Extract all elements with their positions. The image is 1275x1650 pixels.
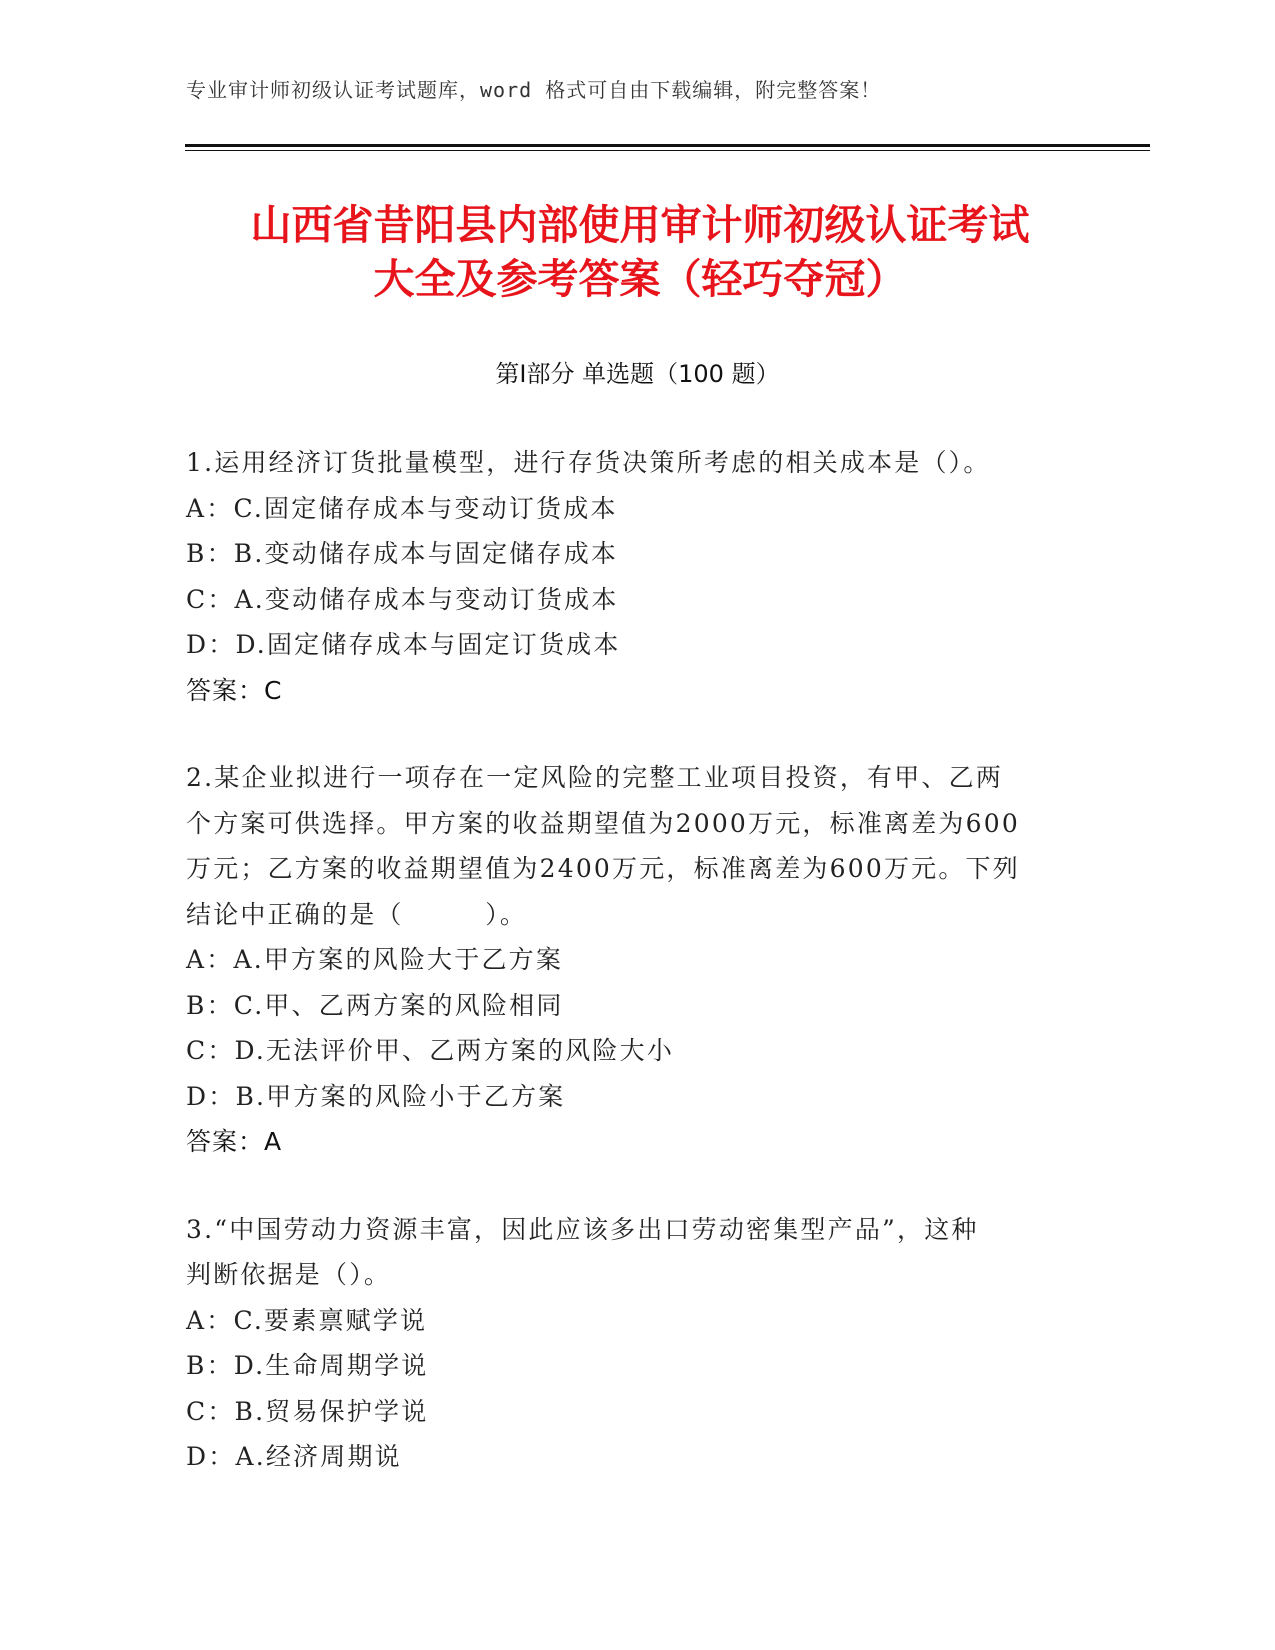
option-c: C：B.贸易保护学说 bbox=[186, 1396, 429, 1426]
question-stem-line: 万元；乙方案的收益期望值为2400万元，标准离差为600万元。下列 bbox=[186, 854, 1020, 883]
question-stem-line: 1.运用经济订货批量模型，进行存货决策所考虑的相关成本是（）。 bbox=[186, 448, 991, 477]
header-rule-thin bbox=[185, 150, 1150, 151]
option-a: A：A.甲方案的风险大于乙方案 bbox=[186, 945, 564, 974]
answer: 答案：C bbox=[186, 675, 283, 705]
document-title-line-1: 山西省昔阳县内部使用审计师初级认证考试 bbox=[250, 201, 1030, 249]
question-3 bbox=[186, 1207, 1066, 1480]
document-title-line-2: 大全及参考答案（轻巧夺冠） bbox=[373, 255, 907, 303]
question-1 bbox=[186, 440, 1066, 713]
option-a: A：C.要素禀赋学说 bbox=[186, 1305, 428, 1335]
option-c: C：A.变动储存成本与变动订货成本 bbox=[186, 584, 619, 614]
option-d: D：D.固定储存成本与固定订货成本 bbox=[186, 630, 621, 659]
option-d: D：A.经济周期说 bbox=[186, 1442, 402, 1471]
option-b: B：C.甲、乙两方案的风险相同 bbox=[186, 990, 564, 1020]
header-rule-thick bbox=[185, 144, 1150, 147]
question-stem-line: 3.“中国劳动力资源丰富，因此应该多出口劳动密集型产品”，这种 bbox=[186, 1214, 979, 1244]
question-stem-line: 2.某企业拟进行一项存在一定风险的完整工业项目投资，有甲、乙两 bbox=[186, 763, 1004, 792]
document-title bbox=[190, 198, 1090, 306]
option-b: B：D.生命周期学说 bbox=[186, 1351, 429, 1380]
question-list bbox=[186, 440, 1066, 1522]
option-c: C：D.无法评价甲、乙两方案的风险大小 bbox=[186, 1036, 675, 1065]
option-a: A：C.固定储存成本与变动订货成本 bbox=[186, 493, 618, 523]
question-2 bbox=[186, 755, 1066, 1165]
answer: 答案：A bbox=[186, 1127, 283, 1156]
question-stem-line: 个方案可供选择。甲方案的收益期望值为2000万元，标准离差为600 bbox=[186, 808, 1020, 838]
header-note: 专业审计师初级认证考试题库，word 格式可自由下载编辑，附完整答案！ bbox=[186, 78, 882, 102]
section-heading: 第Ⅰ部分 单选题（100 题） bbox=[495, 360, 780, 388]
option-d: D：B.甲方案的风险小于乙方案 bbox=[186, 1081, 566, 1111]
option-b: B：B.变动储存成本与固定储存成本 bbox=[186, 539, 619, 568]
question-stem-line: 结论中正确的是（ ）。 bbox=[186, 899, 528, 929]
question-stem-line: 判断依据是（）。 bbox=[186, 1260, 392, 1289]
